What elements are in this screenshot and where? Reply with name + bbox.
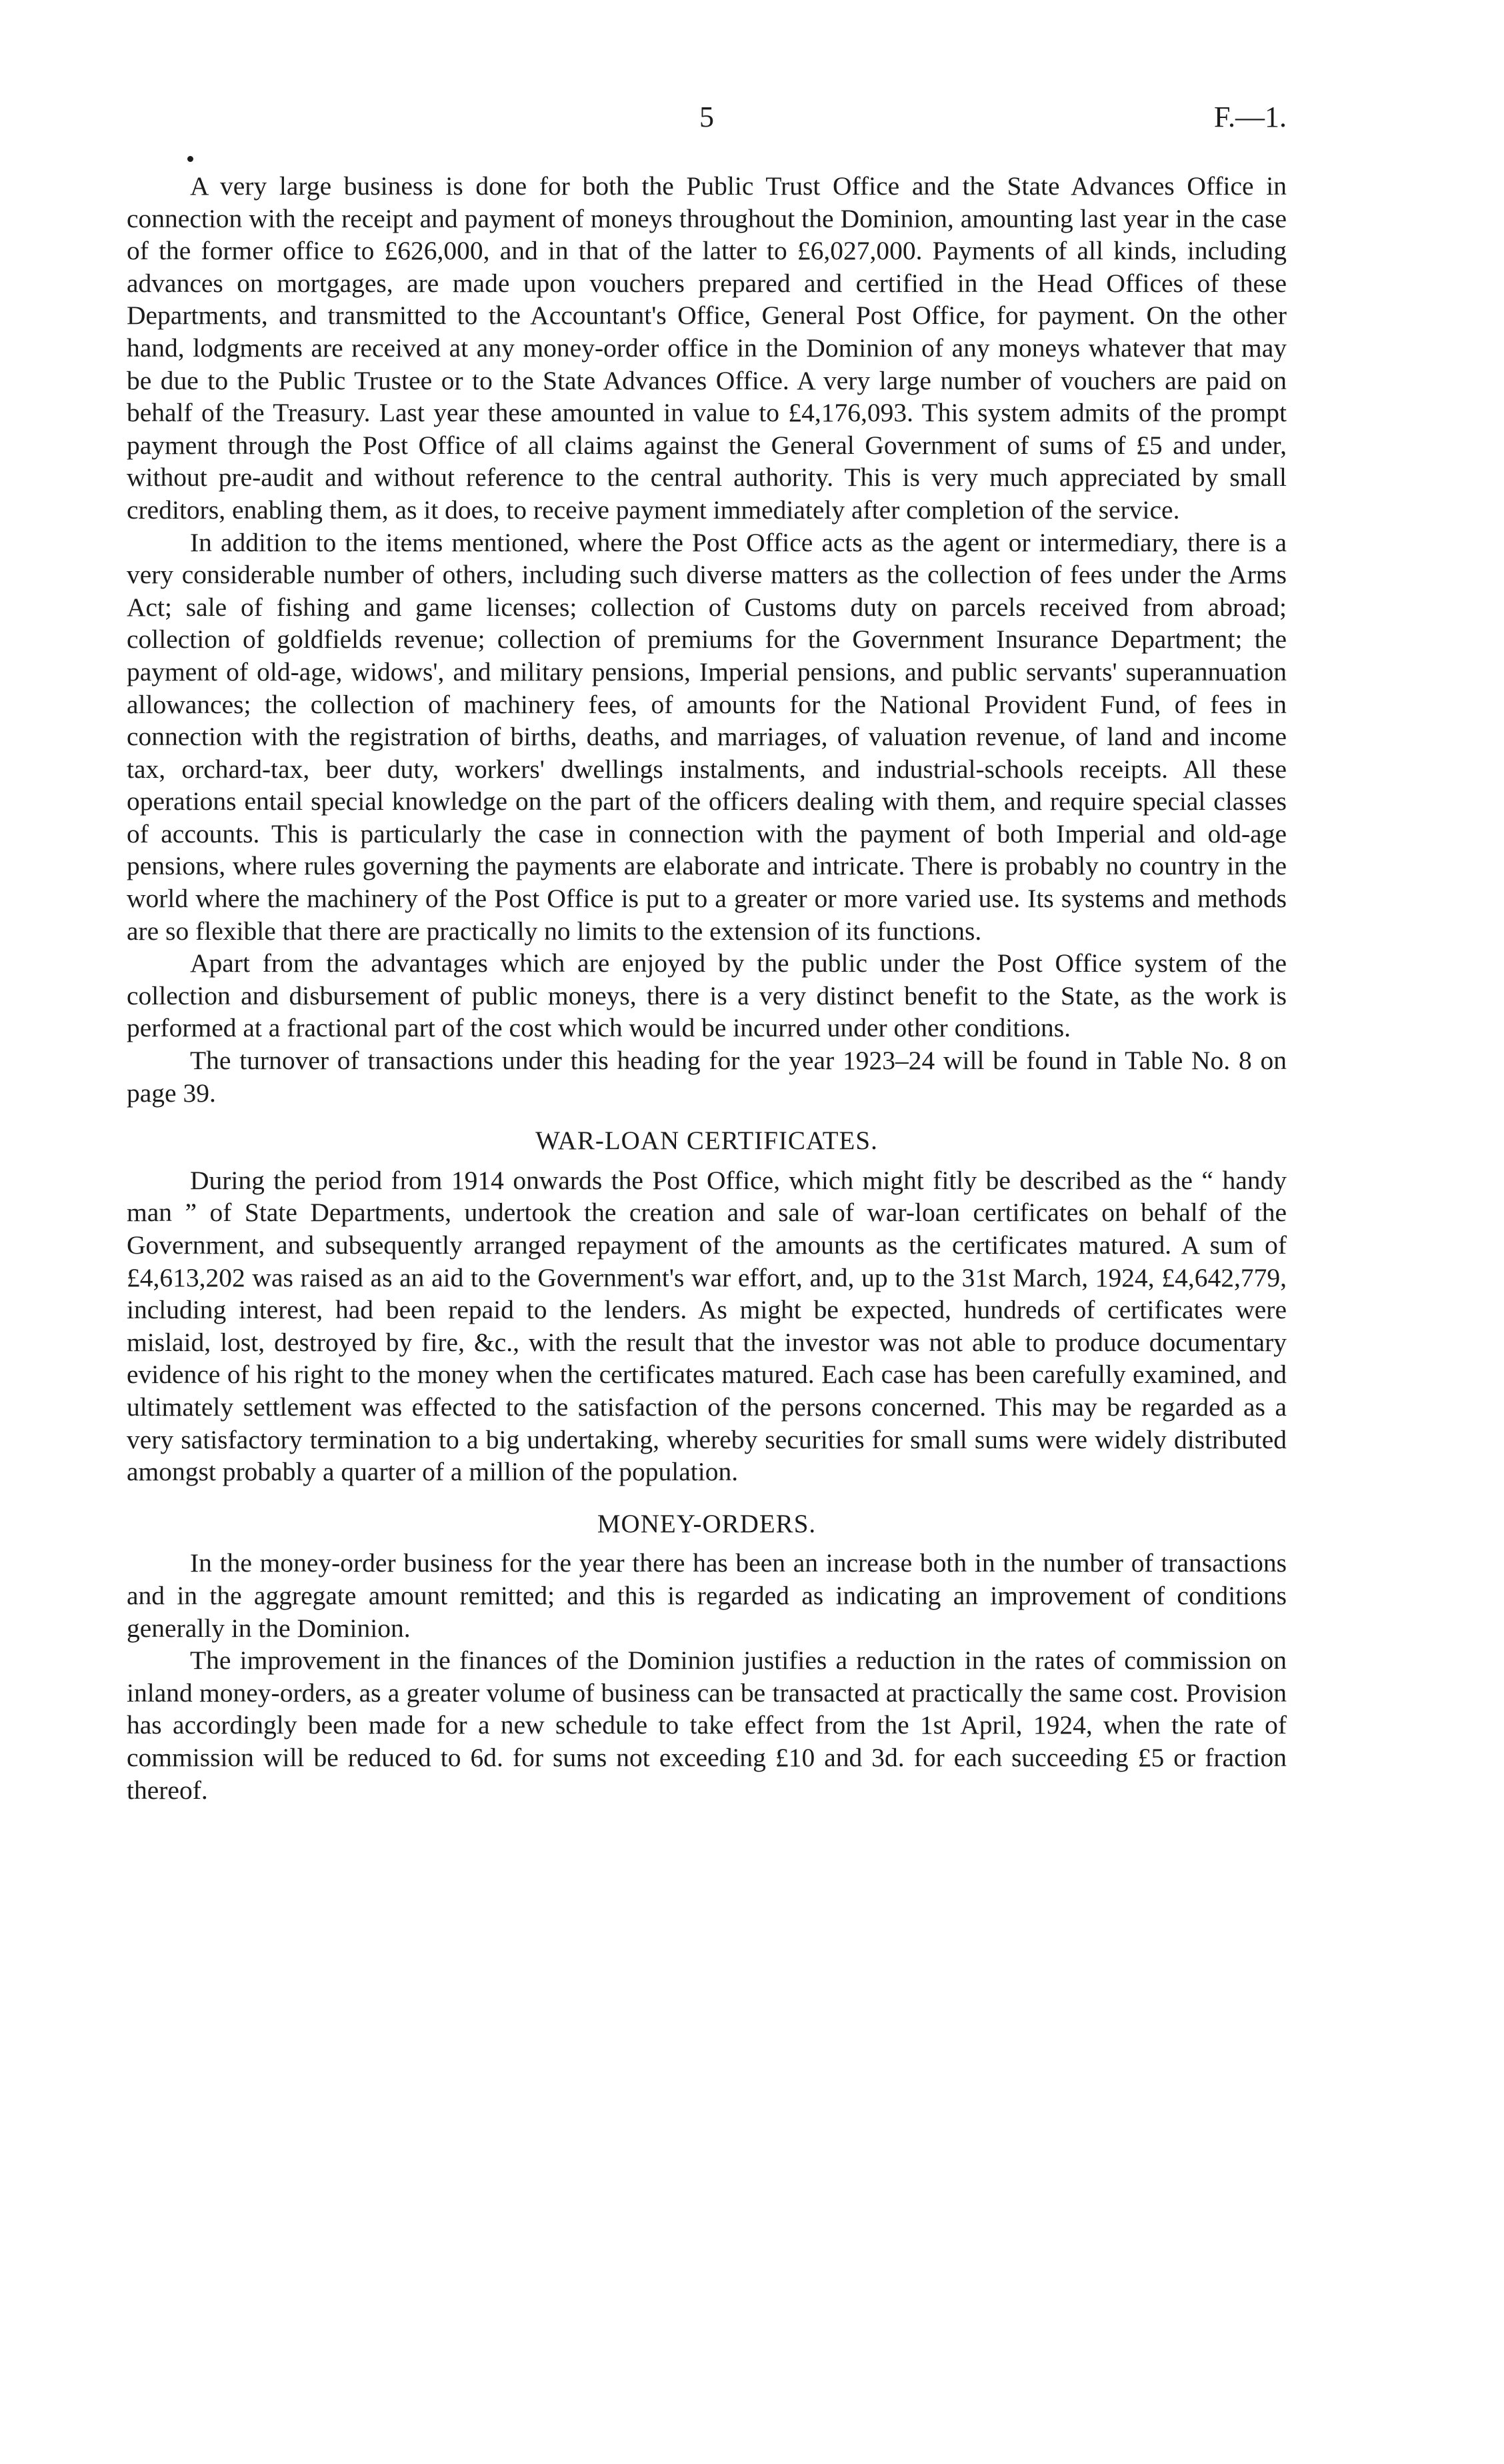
paragraph-other-items: In addition to the items mentioned, where the Post Office acts as the agent or intermediary, there is a very considerable number of others, including such diverse matters as the collection of fees under the Arms Act; sale of fishing and game licenses; collection of Customs duty on parcels received from abroad; collection of goldfields revenue; collection of premiums for the Government Insurance Department; the payment of old-age, widows', and military pensions, Imperial pensions, and public servants' superannuation allowances; the collection of machinery fees, of amounts for the National Provident Fund, of fees in connection with the registration of births, deaths, and marriages, of valuation revenue, of land and income tax, orchard-tax, beer duty, workers' dwellings instalments, and industrial-schools receipts. All these operations entail special knowledge on the part of the officers dealing with them, and require special classes of accounts. This is particularly the case in connection with the payment of both Imperial and old-age pensions, where rules governing the payments are elaborate and intricate. There is probably no country in the world where the machinery of the Post Office is put to a greater or more varied use. Its systems and methods are so flexible that there are practically no limits to the extension of its functions. <box>127 527 1287 946</box>
paragraph-turnover: The turnover of transactions under this heading for the year 1923–24 will be found in Table No. 8 on page 39. <box>127 1046 1287 1108</box>
page-number: 5 <box>699 101 714 133</box>
body-text <box>127 170 1287 1806</box>
paragraph-war-loan: During the period from 1914 onwards the Post Office, which might fitly be described as the “ handy man ” of State Departments, undertook the creation and sale of war-loan certificates on behalf of the Government, and subsequently arranged repayment of the amounts as the certificates matured. A sum of £4,613,202 was raised as an aid to the Government's war effort, and, up to the 31st March, 1924, £4,642,779, including interest, had been repaid to the lenders. As might be expected, hundreds of certificates were mislaid, lost, destroyed by fire, &c., with the result that the investor was not able to produce documentary evidence of his right to the money when the certificates matured. Each case has been carefully examined, and ultimately settlement was effected to the satisfaction of the persons concerned. This may be regarded as a very satisfactory termination to a big undertaking, whereby securities for small sums were widely distributed amongst probably a quarter of a million of the population. <box>127 1165 1287 1487</box>
heading-money-orders: MONEY-ORDERS. <box>597 1509 817 1538</box>
paragraph-public-trust: A very large business is done for both the Public Trust Office and the State Advances Office in connection with the receipt and payment of moneys throughout the Dominion, amounting last year in the case of the former office to £626,000, and in that of the latter to £6,027,000. Payments of all kinds, including advances on mortgages, are made upon vouchers prepared and certified in the Head Offices of these Departments, and transmitted to the Accountant's Office, General Post Office, for payment. On the other hand, lodgments are received at any money-order office in the Dominion of any moneys whatever that may be due to the Public Trustee or to the State Advances Office. A very large number of vouchers are paid on behalf of the Treasury. Last year these amounted in value to £4,176,093. This system admits of the prompt payment through the Post Office of all claims against the General Government of sums of £5 and under, without pre-audit and without reference to the central authority. This is very much appreciated by small creditors, enabling them, as it does, to receive payment immediately after completion of the service. <box>127 171 1287 525</box>
paragraph-commission-reduction: The improvement in the finances of the Dominion justifies a reduction in the rates of commission on inland money-orders, as a greater volume of business can be transacted at practically the same cost. Provision has accordingly been made for a new schedule to take effect from the 1st April, 1924, when the rate of commission will be reduced to 6d. for sums not exceeding £10 and 3d. for each succeeding £5 or fraction thereof. <box>127 1646 1287 1805</box>
paragraph-advantages: Apart from the advantages which are enjoyed by the public under the Post Office system of the collection and disbursement of public moneys, there is a very distinct benefit to the State, as the work is performed at a fractional part of the cost which would be incurred under other conditions. <box>127 948 1287 1043</box>
ink-dot-mark <box>187 156 193 162</box>
document-reference: F.—1. <box>1214 101 1287 133</box>
heading-war-loan-certificates: WAR-LOAN CERTIFICATES. <box>535 1126 878 1156</box>
paragraph-money-order-business: In the money-order business for the year there has been an increase both in the number of transactions and in the aggregate amount remitted; and this is regarded as indicating an improvement of conditions generally in the Dominion. <box>127 1548 1287 1643</box>
page-header <box>127 100 1287 133</box>
